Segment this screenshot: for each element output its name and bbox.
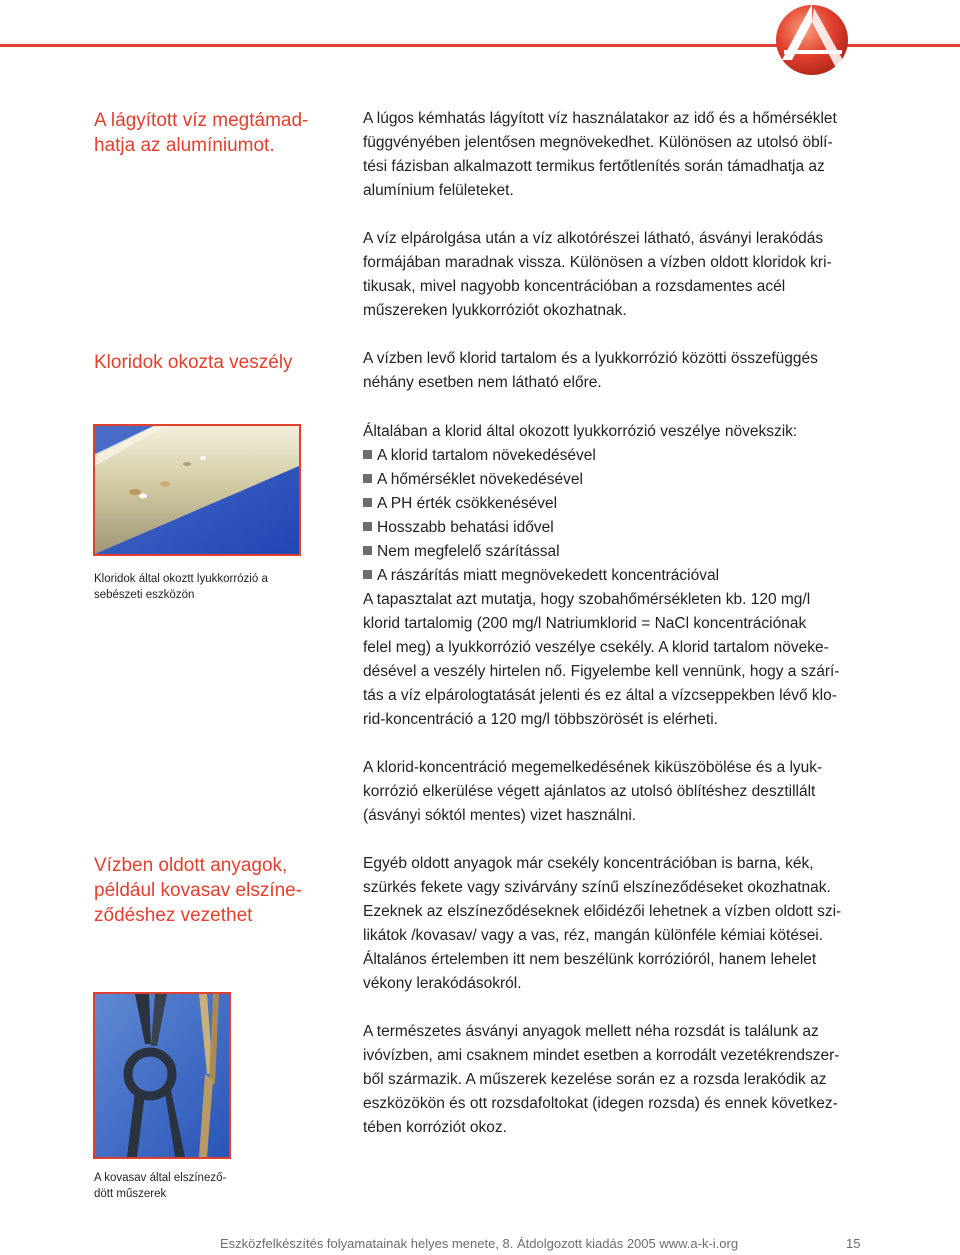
paragraph-risk-intro: Általában a klorid által okozott lyukkorrózió veszélye növekszik: bbox=[363, 423, 798, 440]
paragraph-experience: A tapasztalat azt mutatja, hogy szobahőmérsékleten kb. 120 mg/l klorid tartalomig (200 mg/l Natriumklorid = NaCl koncentrációnak felel meg) a lyukkorrózió veszélye csekély. A klorid tartalom növeke- désével a veszély hirtelen nő. Figyelembe kell vennünk, hogy a szárí- tás a víz elpárologtatását jelenti és ez által a vízcseppekben lévő klo- rid-koncentráció a 120 mg/l többszörösét is elérheti. bbox=[363, 591, 840, 728]
bullet-square-icon bbox=[363, 570, 372, 579]
list-item: A rászárítás miatt megnövekedett koncentrációval bbox=[363, 564, 719, 588]
page-footer: Eszközfelkészítés folyamatainak helyes menete, 8. Átdolgozott kiadás 2005 www.a-k-i.org bbox=[220, 1236, 739, 1251]
triangle-logo-icon bbox=[774, 0, 850, 78]
paragraph-evaporation: A víz elpárolgása után a víz alkotórészei látható, ásványi lerakódás formájában maradnak vissza. Különösen a vízben oldott kloridok kri- tikusak, mivel nagyobb koncentrációban a rozsdamentes acél műszereken lyukkorróziót okozhatnak. bbox=[363, 230, 832, 319]
discolored-instruments-photo bbox=[93, 992, 231, 1159]
paragraph-rust: A természetes ásványi anyagok mellett néha rozsdát is találunk az ivóvízben, ami csaknem mindet esetben a korrodált vezetékrendszer- ből származik. A műszerek kezelése során ez a rozsda lerakódik az eszközökön és ott rozsdafoltokat (idegen rozsda) és ennek következ- tében korróziót okoz. bbox=[363, 1023, 840, 1136]
list-item: Hosszabb behatási idővel bbox=[363, 516, 554, 540]
bullet-square-icon bbox=[363, 450, 372, 459]
paragraph-recommendation: A klorid-koncentráció megemelkedésének kiküszöbölése és a lyuk- korrózió elkerülése végett ajánlatos az utolsó öblítéshez desztillált (ásványi sóktól mentes) vizet használni. bbox=[363, 759, 823, 824]
paragraph-alkaline: A lúgos kémhatás lágyított víz használatakor az idő és a hőmérséklet függvényében jelentősen megnövekedhet. Különösen az utolsó öblí- tési fázisban alkalmazott termikus fertőtlenítés során támadhatja az alumínium felületeket. bbox=[363, 110, 837, 199]
list-item: Nem megfelelő szárítással bbox=[363, 540, 560, 564]
photo-caption-corrosion: Kloridok által okoztt lyukkorrózió a sebészeti eszközön bbox=[94, 573, 268, 601]
bullet-square-icon bbox=[363, 522, 372, 531]
pitting-corrosion-photo bbox=[93, 424, 301, 556]
section-heading-aluminium: A lágyított víz megtámad- hatja az alumíniumot. bbox=[94, 110, 309, 156]
list-item: A klorid tartalom növekedésével bbox=[363, 444, 596, 468]
section-heading-silicate: Vízben oldott anyagok, például kovasav elszíne- ződéshez vezethet bbox=[94, 855, 303, 926]
paragraph-discoloration: Egyéb oldott anyagok már csekély koncentrációban is barna, kék, szürkés fekete vagy szivárvány színű elszíneződéseket okozhatnak. Ezeknek az elszíneződéseknek előidézői lehetnek a vízben oldott szi- likátok /kovasav/ vagy a vas, réz, mangán különféle kémiai kötései. Általános értelemben itt nem beszélünk korrózióról, hanem lehelet vékony lerakódásokról. bbox=[363, 855, 842, 992]
bullet-square-icon bbox=[363, 474, 372, 483]
page-number: 15 bbox=[846, 1236, 861, 1251]
paragraph-chloride-relation: A vízben levő klorid tartalom és a lyukkorrózió közötti összefüggés néhány esetben nem látható előre. bbox=[363, 350, 818, 391]
section-heading-chloride: Kloridok okozta veszély bbox=[94, 352, 293, 373]
bullet-square-icon bbox=[363, 498, 372, 507]
list-item: A hőmérséklet növekedésével bbox=[363, 468, 583, 492]
list-item: A PH érték csökkenésével bbox=[363, 492, 557, 516]
bullet-square-icon bbox=[363, 546, 372, 555]
photo-caption-instruments: A kovasav által elszínező- dött műszerek bbox=[94, 1172, 227, 1200]
